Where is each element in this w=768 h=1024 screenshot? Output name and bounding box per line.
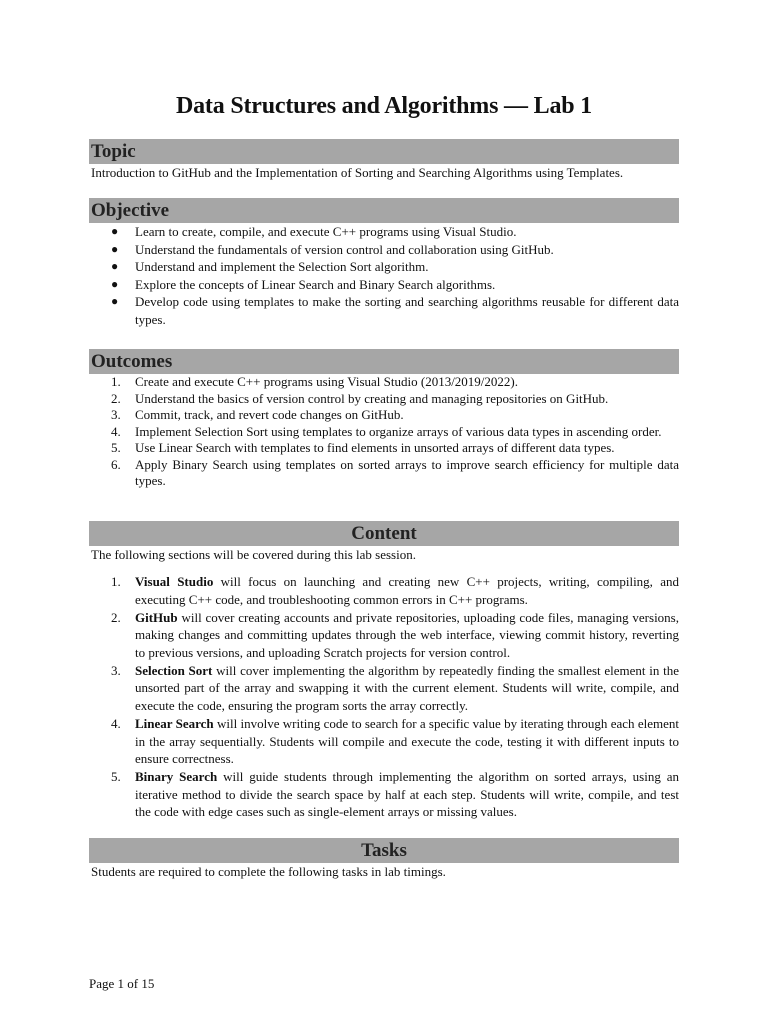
- list-item: ● Develop code using templates to make the sorting and searching algorithms reusable for different data types.: [111, 294, 679, 327]
- objective-list: [89, 223, 679, 328]
- list-item: ● Learn to create, compile, and execute C++ programs using Visual Studio.: [111, 224, 517, 239]
- list-item: ● Explore the concepts of Linear Search and Binary Search algorithms.: [111, 276, 496, 292]
- topic-heading: Topic: [89, 139, 679, 164]
- list-item: 5. Use Linear Search with templates to find elements in unsorted arrays of different data types.: [111, 440, 615, 455]
- bullet-icon: ●: [111, 294, 119, 308]
- objective-heading: Objective: [89, 198, 679, 223]
- outcomes-list: [89, 374, 679, 490]
- list-item: ● Understand the fundamentals of version control and collaboration using GitHub.: [111, 241, 554, 257]
- list-item: 1. Visual Studio will focus on launching and creating new C++ projects, writing, compiling, and executing C++ code, and troubleshooting common errors in C++ programs.: [111, 574, 679, 607]
- content-intro: The following sections will be covered during this lab session.: [91, 547, 416, 562]
- list-item: 2. Understand the basics of version control by creating and managing repositories on GitHub.: [111, 390, 609, 406]
- outcomes-section: [89, 349, 679, 490]
- content-section: [89, 521, 679, 821]
- list-item: ● Understand and implement the Selection Sort algorithm.: [111, 259, 429, 274]
- document-title: Data Structures and Algorithms — Lab 1: [176, 93, 592, 119]
- bullet-icon: ●: [111, 259, 119, 273]
- topic-section: [89, 139, 679, 181]
- list-item: 1. Create and execute C++ programs using Visual Studio (2013/2019/2022).: [111, 374, 518, 389]
- page-number: Page 1 of 15: [89, 976, 155, 991]
- content-heading: Content: [89, 521, 679, 546]
- bullet-icon: ●: [111, 224, 119, 238]
- objective-section: [89, 198, 679, 328]
- list-item: 6. Apply Binary Search using templates on sorted arrays to improve search efficiency for multiple data types.: [111, 456, 679, 488]
- content-list: [89, 573, 679, 821]
- outcomes-heading: Outcomes: [89, 349, 679, 374]
- tasks-section: [89, 838, 679, 880]
- topic-text: Introduction to GitHub and the Implementation of Sorting and Searching Algorithms using Templates.: [91, 165, 624, 180]
- bullet-icon: ●: [111, 276, 119, 291]
- list-item: 2. GitHub will cover creating accounts and private repositories, uploading code files, managing versions, making changes and committing updates through the web interface, viewing commit history, reverting to previous versions, and uploading Scratch projects for version control.: [111, 609, 679, 660]
- list-item: 3. Commit, track, and revert code changes on GitHub.: [111, 407, 404, 422]
- list-item: 4. Implement Selection Sort using templates to organize arrays of various data types in ascending order.: [111, 423, 662, 439]
- tasks-heading: Tasks: [89, 838, 679, 863]
- bullet-icon: ●: [111, 241, 119, 256]
- tasks-text: Students are required to complete the following tasks in lab timings.: [91, 864, 446, 879]
- list-item: 3. Selection Sort will cover implementing the algorithm by repeatedly finding the smallest element in the unsorted part of the array and swapping it with the current element. Students will write, compile, and execute the code, ensuring the program sorts the array correctly.: [111, 662, 679, 713]
- list-item: 5. Binary Search will guide students through implementing the algorithm on sorted arrays, using an iterative method to divide the search space by half at each step. Students will write, compile, and test the code with edge cases such as single-element arrays or missing values.: [111, 769, 679, 820]
- list-item: 4. Linear Search will involve writing code to search for a specific value by iterating through each element in the array sequentially. Students will compile and execute the code, testing it with different inputs to ensure correctness.: [111, 715, 679, 767]
